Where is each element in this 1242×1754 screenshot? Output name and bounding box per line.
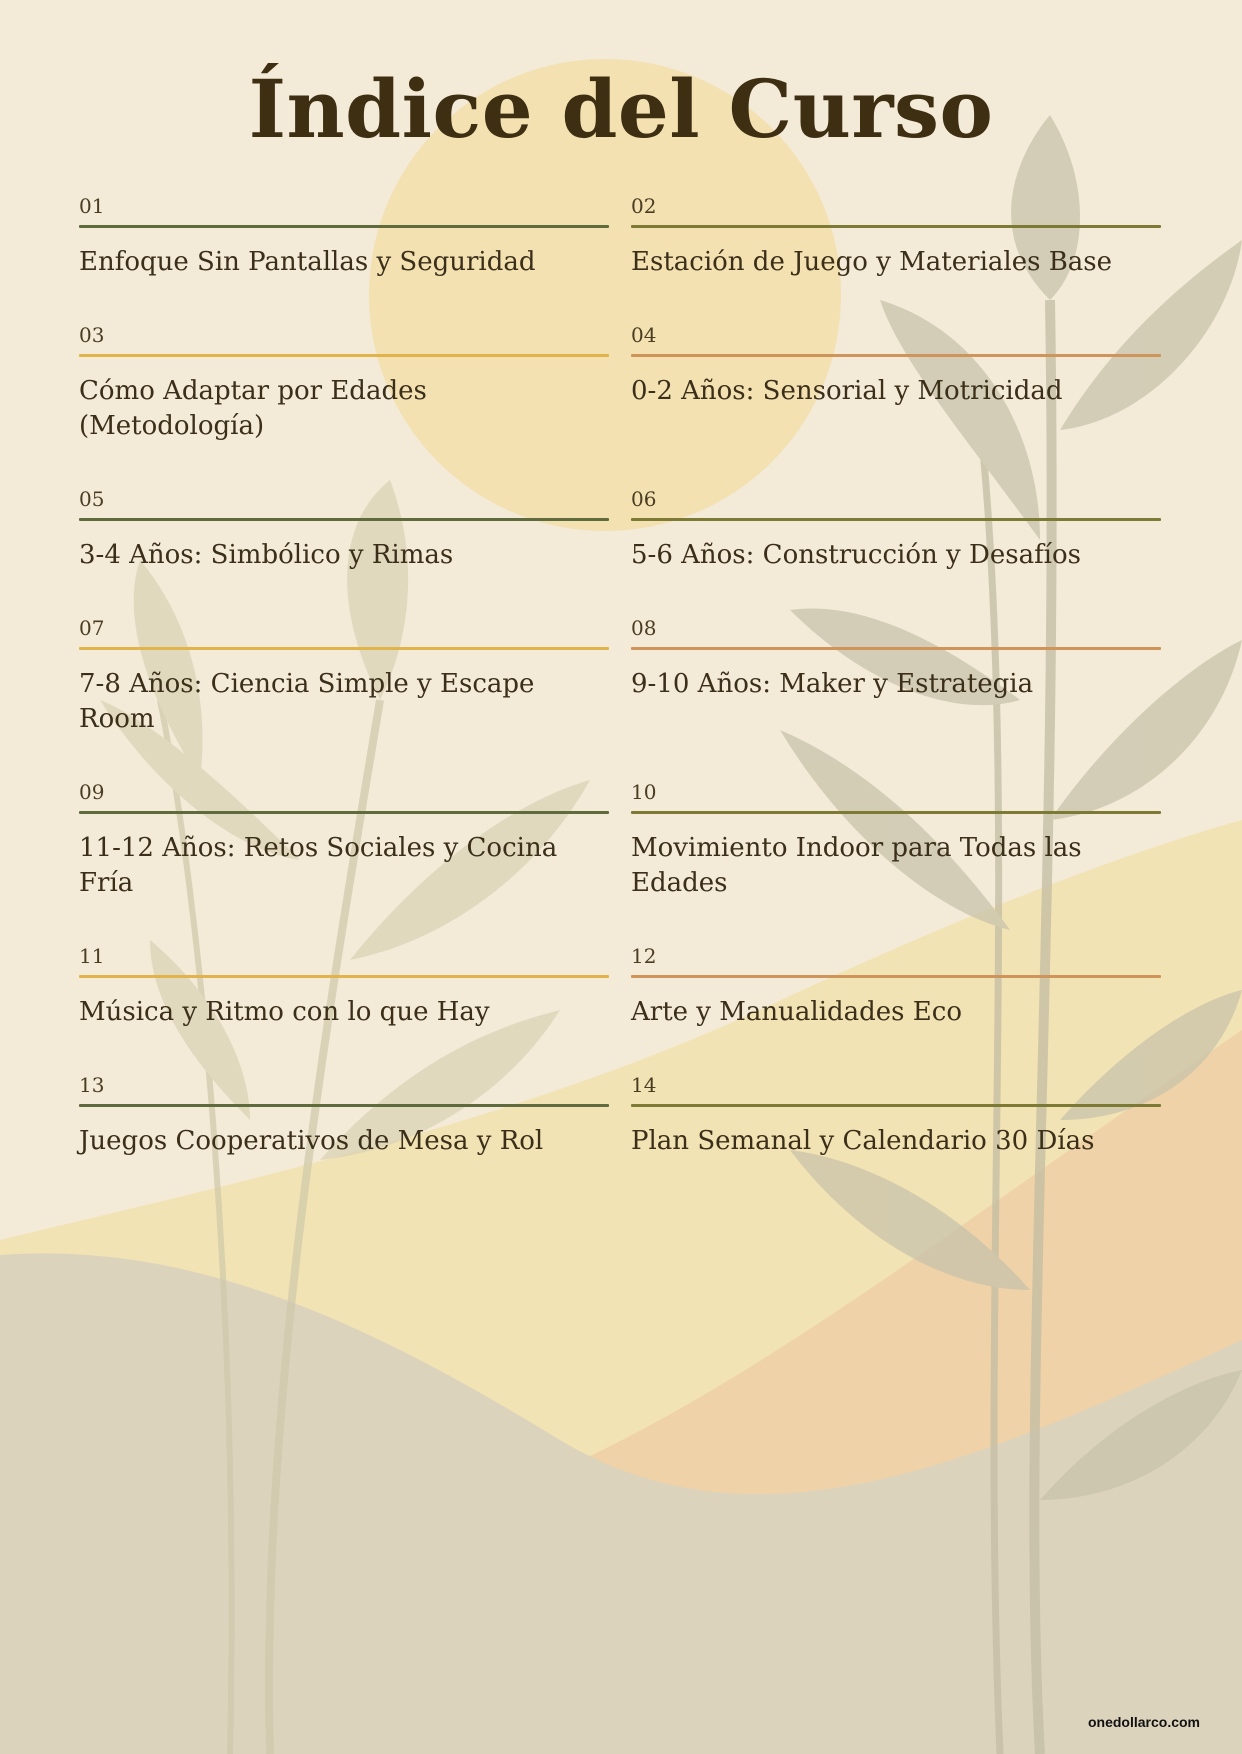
- entry-title: Arte y Manualidades Eco: [631, 997, 962, 1027]
- toc-entry-11[interactable]: [79, 944, 609, 1073]
- toc-entry-12[interactable]: [631, 944, 1161, 1073]
- entry-rule: [631, 354, 1161, 357]
- entry-rule: [79, 354, 609, 357]
- entry-number: 12: [631, 944, 657, 968]
- entry-number: 08: [631, 616, 657, 640]
- entry-number: 11: [79, 944, 105, 968]
- entry-number: 02: [631, 194, 657, 218]
- entry-title: Juegos Cooperativos de Mesa y Rol: [79, 1126, 544, 1156]
- entry-rule: [631, 647, 1161, 650]
- toc-entry-10[interactable]: [631, 780, 1161, 944]
- entry-rule: [631, 518, 1161, 521]
- entry-title: 0-2 Años: Sensorial y Motricidad: [631, 376, 1063, 406]
- entry-rule: [631, 975, 1161, 978]
- toc-entry-13[interactable]: [79, 1073, 609, 1202]
- footer-url[interactable]: onedollarco.com: [1087, 1714, 1200, 1730]
- toc-entry-05[interactable]: [79, 487, 609, 616]
- entry-number: 09: [79, 780, 105, 804]
- entry-number: 07: [79, 616, 105, 640]
- toc-entry-01[interactable]: [79, 194, 609, 323]
- entry-number: 14: [631, 1073, 657, 1097]
- toc-entry-02[interactable]: [631, 194, 1161, 323]
- toc-entry-04[interactable]: [631, 323, 1161, 487]
- entry-rule: [79, 1104, 609, 1107]
- entry-number: 03: [79, 323, 105, 347]
- entry-title: Estación de Juego y Materiales Base: [631, 247, 1113, 277]
- entry-title: Música y Ritmo con lo que Hay: [79, 997, 490, 1027]
- entry-rule: [79, 811, 609, 814]
- toc-entry-06[interactable]: [631, 487, 1161, 616]
- entry-number: 10: [631, 780, 657, 804]
- entry-rule: [79, 975, 609, 978]
- toc-entry-07[interactable]: [79, 616, 609, 780]
- entry-number: 01: [79, 194, 105, 218]
- toc-entry-08[interactable]: [631, 616, 1161, 780]
- entry-title: 9-10 Años: Maker y Estrategia: [631, 669, 1034, 699]
- entry-rule: [79, 647, 609, 650]
- page-title: Índice del Curso: [248, 62, 994, 156]
- entry-rule: [631, 1104, 1161, 1107]
- table-of-contents: [79, 194, 1161, 1202]
- entry-rule: [79, 225, 609, 228]
- entry-rule: [79, 518, 609, 521]
- entry-title: Plan Semanal y Calendario 30 Días: [631, 1126, 1095, 1156]
- entry-rule: [631, 811, 1161, 814]
- entry-title: 11-12 Años: Retos Sociales y Cocina Fría: [79, 833, 558, 898]
- toc-entry-09[interactable]: [79, 780, 609, 944]
- entry-title: Movimiento Indoor para Todas las Edades: [631, 833, 1082, 898]
- entry-number: 04: [631, 323, 657, 347]
- entry-rule: [631, 225, 1161, 228]
- entry-number: 13: [79, 1073, 105, 1097]
- toc-entry-03[interactable]: [79, 323, 609, 487]
- entry-title: 3-4 Años: Simbólico y Rimas: [79, 540, 454, 570]
- entry-title: 5-6 Años: Construcción y Desafíos: [631, 540, 1081, 570]
- entry-number: 05: [79, 487, 105, 511]
- entry-number: 06: [631, 487, 657, 511]
- entry-title: Cómo Adaptar por Edades (Metodología): [79, 376, 427, 441]
- toc-entry-14[interactable]: [631, 1073, 1161, 1202]
- entry-title: Enfoque Sin Pantallas y Seguridad: [79, 247, 536, 277]
- entry-title: 7-8 Años: Ciencia Simple y Escape Room: [79, 669, 535, 734]
